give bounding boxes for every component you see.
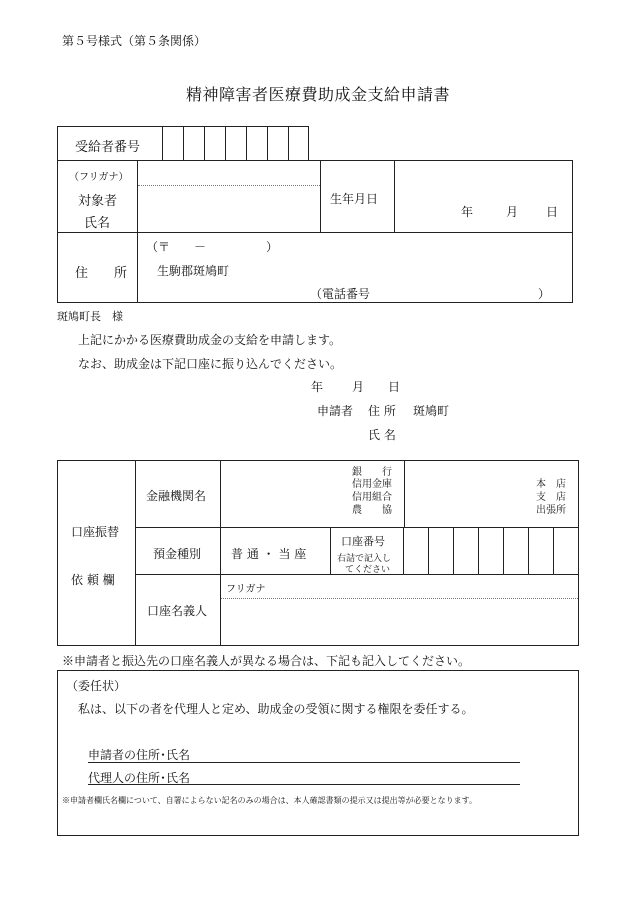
furigana-label: （フリガナ） [69, 172, 129, 183]
bank-side-label-1: 口座振替 [71, 525, 120, 539]
account-number-note-2: てください [345, 565, 391, 575]
postal-code: （〒 － ） [146, 240, 279, 254]
phone-number: （電話番号 ） [310, 287, 551, 301]
branch-type-main: 本 店 [536, 479, 566, 490]
proxy-agent-line-label: 代理人の住所･氏名 [88, 771, 191, 785]
date-day: 日 [388, 380, 401, 394]
institution-name-input[interactable] [222, 462, 348, 525]
proxy-applicant-line-label: 申請者の住所･氏名 [88, 748, 191, 762]
proxy-applicant-input[interactable] [200, 744, 518, 762]
subject-name-input[interactable] [139, 187, 319, 231]
proxy-statement: 私は、以下の者を代理人と定め、助成金の受領に関する権限を委任する。 [78, 702, 474, 716]
subject-name-label: 氏名 [84, 216, 111, 231]
applicant-label: 申請者 [317, 404, 354, 418]
institution-type-bank: 銀 行 [352, 467, 392, 478]
subject-label: 対象者 [78, 194, 118, 209]
birth-date-input[interactable] [396, 162, 571, 231]
bank-side-label-2: 依 頼 欄 [71, 573, 115, 587]
institution-type-shinkin: 信用金庫 [352, 479, 392, 490]
address-label: 住 所 [75, 266, 128, 281]
recipient-number-input[interactable] [163, 127, 308, 160]
branch-name-input[interactable] [406, 462, 531, 525]
proxy-note: ※申請者と振込先の口座名義人が異なる場合は、下記も記入してください。 [62, 654, 471, 668]
holder-furigana-label: フリガナ [226, 584, 266, 595]
applicant-name-label: 氏 名 [368, 428, 396, 442]
institution-type-nokyo: 農 協 [352, 505, 392, 516]
account-number-label: 口座番号 [341, 535, 385, 548]
account-holder-label: 口座名義人 [147, 604, 208, 618]
proxy-agent-input[interactable] [200, 766, 518, 784]
address-input[interactable] [139, 234, 571, 301]
birth-date-label: 生年月日 [330, 192, 379, 206]
proxy-heading: （委任状） [66, 679, 127, 693]
recipient-number-label: 受給者番号 [75, 140, 141, 155]
account-number-note-1: 右詰で記入し [337, 554, 392, 564]
date-month: 月 [352, 380, 365, 394]
page-title: 精神障害者医療費助成金支給申請書 [186, 85, 451, 104]
date-year: 年 [311, 380, 324, 394]
birth-month-label: 月 [506, 205, 519, 219]
institution-type-kumiai: 信用組合 [352, 492, 392, 503]
addressee: 斑鳩町長 様 [57, 310, 123, 323]
applicant-address-label: 住 所 [368, 404, 396, 418]
form-number: 第５号様式（第５条関係） [62, 34, 207, 48]
birth-day-label: 日 [546, 205, 559, 219]
account-holder-input[interactable] [222, 600, 577, 644]
furigana-input[interactable] [139, 162, 319, 184]
address-town: 生駒郡斑鳩町 [157, 264, 230, 278]
institution-label: 金融機関名 [146, 489, 207, 503]
proxy-footnote: ※申請者欄氏名欄について、自署によらない記名のみの場合は、本人確認書類の提示又は提出等が必要となります。 [62, 796, 478, 805]
deposit-type-options[interactable]: 普 通 ・ 当 座 [231, 547, 307, 561]
body-line-1: 上記にかかる医療費助成金の支給を申請します。 [78, 333, 342, 347]
branch-type-sub: 出張所 [536, 505, 566, 516]
applicant-address-value: 斑鳩町 [413, 404, 450, 418]
deposit-type-label: 預金種別 [153, 547, 202, 561]
branch-type-branch: 支 店 [536, 492, 566, 503]
body-line-2: なお、助成金は下記口座に振り込んでください。 [78, 357, 343, 371]
account-number-input[interactable] [405, 529, 577, 572]
birth-year-label: 年 [461, 205, 474, 219]
